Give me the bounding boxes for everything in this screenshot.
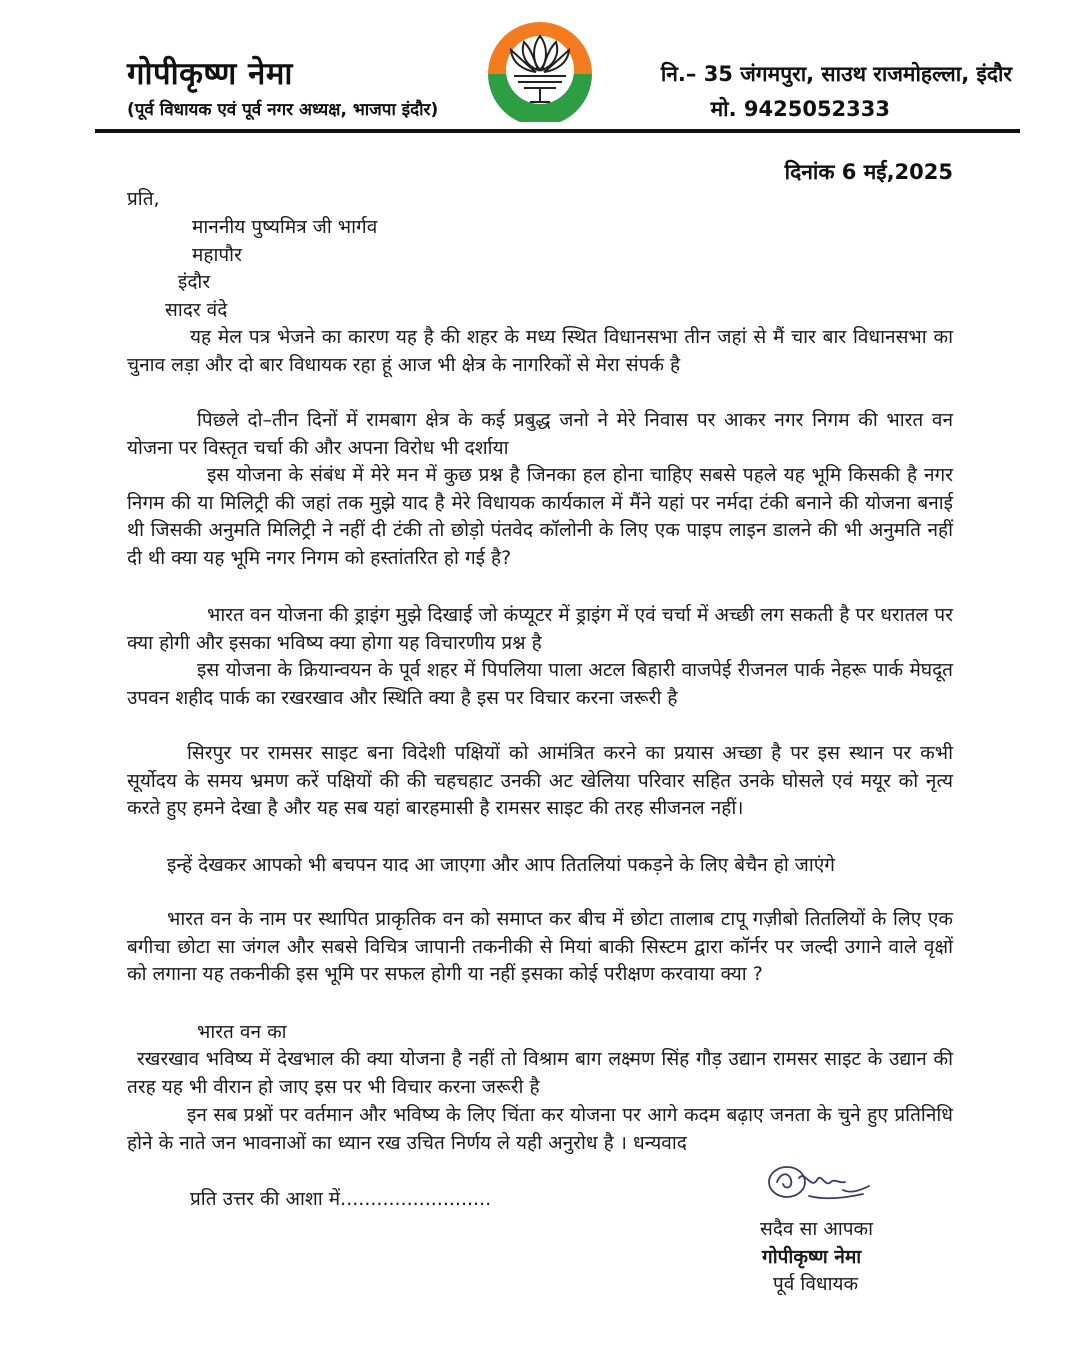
sender-address: नि.– 35 जंगमपुरा, साउथ राजमोहल्ला, इंदौर (660, 62, 1012, 86)
signatory-title: पूर्व विधायक (773, 1273, 859, 1295)
recipient-city: इंदौर (178, 271, 211, 293)
sender-mobile: मो. 9425052333 (710, 97, 890, 121)
body-paragraph-5: इस योजना के क्रियान्वयन के पूर्व शहर में पिपलिया पाला अटल बिहारी वाजपेई रीजनल पार्क नेहरू पार्क मेघदूत उपवन शहीद पार्क का रखरखाव और स्थिति क्या है इस पर विचार करना जरूरी है (127, 659, 953, 709)
recipient-name: माननीय पुष्यमित्र जी भार्गव (192, 216, 378, 238)
handwritten-signature (765, 1160, 875, 1208)
body-paragraph-8: भारत वन के नाम पर स्थापित प्राकृतिक वन को समाप्त कर बीच में छोटा तालाब टापू गज़ीबो तितलियों के लिए एक बगीचा छोटा सा जंगल और सबसे विचित्र जापानी तकनीकी से मियां बाकी सिस्टम द्वारा कॉर्नर पर जल्दी उगाने वाले वृक्षों को लगाना यह तकनीकी इस भूमि पर सफल होगी या नहीं इसका कोई परीक्षण करवाया क्या ? (127, 908, 953, 985)
letter-date: दिनांक 6 मई,2025 (784, 160, 953, 184)
sender-name-heading: गोपीकृष्ण नेमा (127, 56, 293, 92)
body-paragraph-10: इन सब प्रश्नों पर वर्तमान और भविष्य के लिए चिंता कर योजना पर आगे कदम बढ़ाए जनता के चुने हुए प्रतिनिधि होने के नाते जन भावनाओं का ध्यान रख उचित निर्णय ले यही अनुरोध है । धन्यवाद (127, 1104, 953, 1154)
salutation: प्रति, (127, 188, 160, 210)
bharat-van-line: भारत वन का (197, 1021, 287, 1043)
closing: सदैव सा आपका (760, 1218, 874, 1240)
awaiting-reply: प्रति उत्तर की आशा में......................... (190, 1188, 492, 1210)
body-paragraph-9: रखरखाव भविष्य में देखभाल की क्या योजना है नहीं तो विश्राम बाग लक्ष्मण सिंह गौड़ उद्यान रामसर साइट के उद्यान की तरह यह भी वीरान हो जाए इस पर भी विचार करना जरूरी है (127, 1048, 953, 1098)
letterhead-divider (95, 129, 1020, 133)
lotus-icon (484, 10, 596, 122)
sender-designation: (पूर्व विधायक एवं पूर्व नगर अध्यक्ष, भाजपा इंदौर) (127, 100, 439, 120)
body-paragraph-2: पिछले दो–तीन दिनों में रामबाग क्षेत्र के कई प्रबुद्ध जनो ने मेरे निवास पर आकर नगर निगम की भारत वन योजना पर विस्तृत चर्चा की और अपना विरोध भी दर्शाया (127, 409, 953, 459)
body-paragraph-7: इन्हें देखकर आपको भी बचपन याद आ जाएगा और आप तितलियां पकड़ने के लिए बेचैन हो जाएंगे (167, 854, 836, 876)
body-paragraph-1: यह मेल पत्र भेजने का कारण यह है की शहर के मध्य स्थित विधानसभा तीन जहां से मैं चार बार विधानसभा का चुनाव लड़ा और दो बार विधायक रहा हूं आज भी क्षेत्र के नागरिकों से मेरा संपर्क है (127, 326, 953, 376)
greeting: सादर वंदे (165, 299, 228, 321)
party-logo (484, 10, 596, 122)
signatory-name: गोपीकृष्ण नेमा (762, 1246, 862, 1268)
body-paragraph-3: इस योजना के संबंध में मेरे मन में कुछ प्रश्न है जिनका हल होना चाहिए सबसे पहले यह भूमि किसकी है नगर निगम की या मिलिट्री की जहां तक मुझे याद है मेरे विधायक कार्यकाल में मैंने यहां पर नर्मदा टंकी बनाने की योजना बनाई थी जिसकी अनुमति मिलिट्री ने नहीं दी टंकी तो छोड़ो पंतवेद कॉलोनी के लिए एक पाइप लाइन डालने की भी अनुमति नहीं दी थी क्या यह भूमि नगर निगम को हस्तांतरित हो गई है? (127, 464, 953, 569)
recipient-title: महापौर (192, 244, 242, 266)
body-paragraph-4: भारत वन योजना की ड्राइंग मुझे दिखाई जो कंप्यूटर में ड्राइंग में एवं चर्चा में अच्छी लग सकती है पर धरातल पर क्या होगी और इसका भविष्य क्या होगा यह विचारणीय प्रश्न है (127, 604, 953, 654)
body-paragraph-6: सिरपुर पर रामसर साइट बना विदेशी पक्षियों को आमंत्रित करने का प्रयास अच्छा है पर इस स्थान पर कभी सूर्योदय के समय भ्रमण करें पक्षियों की की चहचहाट उनकी अट खेलिया परिवार सहित उनके घोसले एवं मयूर को नृत्य करते हुए हमने देखा है और यह सब यहां बारहमासी है रामसर साइट की तरह सीजनल नहीं। (127, 742, 953, 819)
signature-icon (765, 1160, 875, 1208)
